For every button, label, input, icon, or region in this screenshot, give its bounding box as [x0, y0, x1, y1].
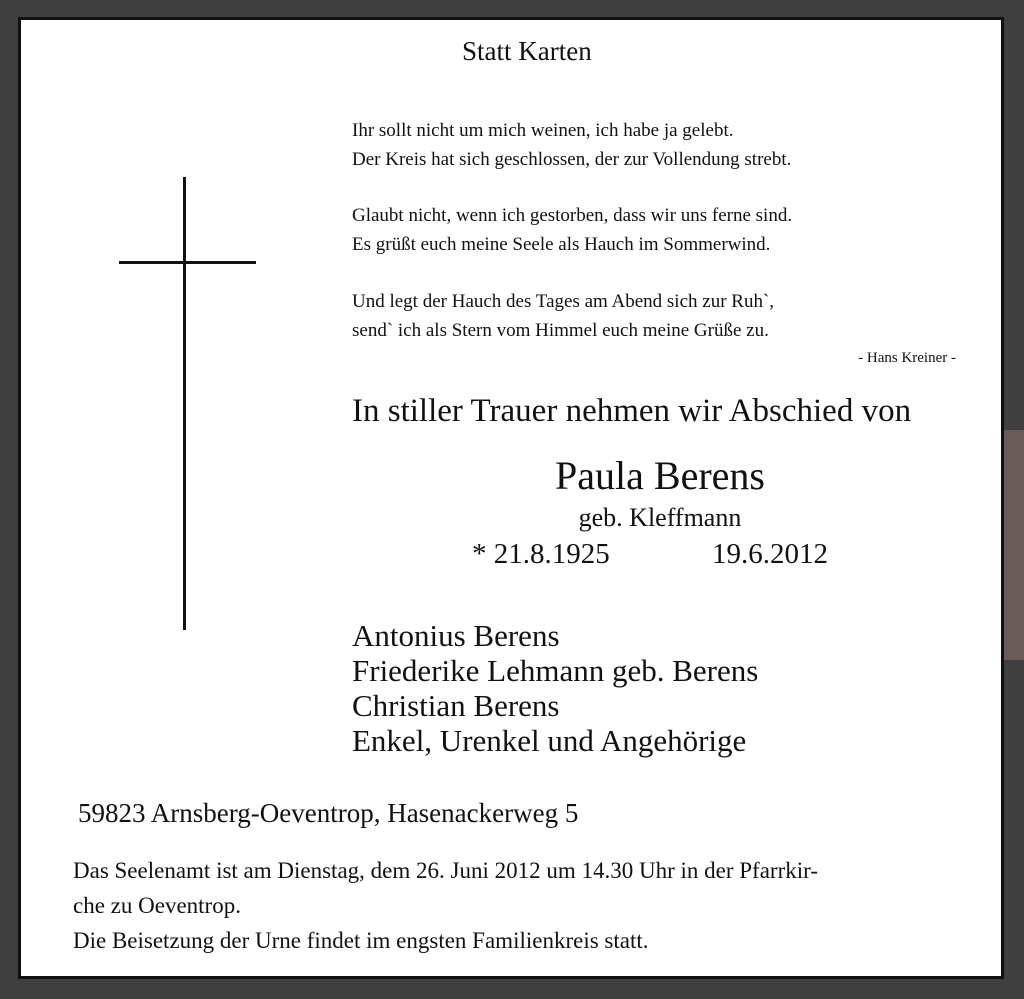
mourner: Christian Berens	[352, 688, 560, 723]
mourner: Friederike Lehmann geb. Berens	[352, 653, 759, 688]
poem-line: send` ich als Stern vom Himmel euch meine Grüße zu.	[352, 320, 769, 341]
family-address: 59823 Arnsberg-Oeventrop, Hasenackerweg 5	[78, 798, 579, 828]
poem-line: Ihr sollt nicht um mich weinen, ich habe ja gelebt.	[352, 120, 734, 141]
cross-icon	[183, 177, 186, 630]
service-line: Das Seelenamt ist am Dienstag, dem 26. Juni 2012 um 14.30 Uhr in der Pfarrkir-	[73, 858, 818, 883]
service-line: Die Beisetzung der Urne findet im engsten Familienkreis statt.	[73, 928, 649, 953]
birth-date: * 21.8.1925	[472, 538, 610, 570]
birth-name: geb. Kleffmann	[578, 503, 742, 532]
mourners-list	[352, 618, 758, 758]
poem-stanza-2	[352, 201, 792, 259]
poem-author: - Hans Kreiner -	[858, 350, 956, 366]
poem-stanza-1	[352, 116, 791, 174]
deceased-name: Paula Berens	[555, 453, 765, 498]
poem-line: Der Kreis hat sich geschlossen, der zur Vollendung strebt.	[352, 149, 792, 170]
poem-stanza-3	[352, 287, 774, 345]
mourner: Enkel, Urenkel und Angehörige	[352, 723, 747, 758]
poem-line: Und legt der Hauch des Tages am Abend sich zur Ruh`,	[352, 291, 775, 312]
service-information	[73, 853, 818, 958]
service-line: che zu Oeventrop.	[73, 893, 241, 918]
obituary-notice	[18, 17, 1004, 979]
cross-icon-bar	[119, 261, 256, 264]
death-date: 19.6.2012	[712, 538, 828, 570]
mourner: Antonius Berens	[352, 618, 560, 653]
poem-line: Glaubt nicht, wenn ich gestorben, dass wir uns ferne sind.	[352, 205, 793, 226]
farewell-intro: In stiller Trauer nehmen wir Abschied von	[352, 393, 912, 429]
notice-heading: Statt Karten	[462, 36, 592, 66]
poem-line: Es grüßt euch meine Seele als Hauch im Sommerwind.	[352, 234, 771, 255]
